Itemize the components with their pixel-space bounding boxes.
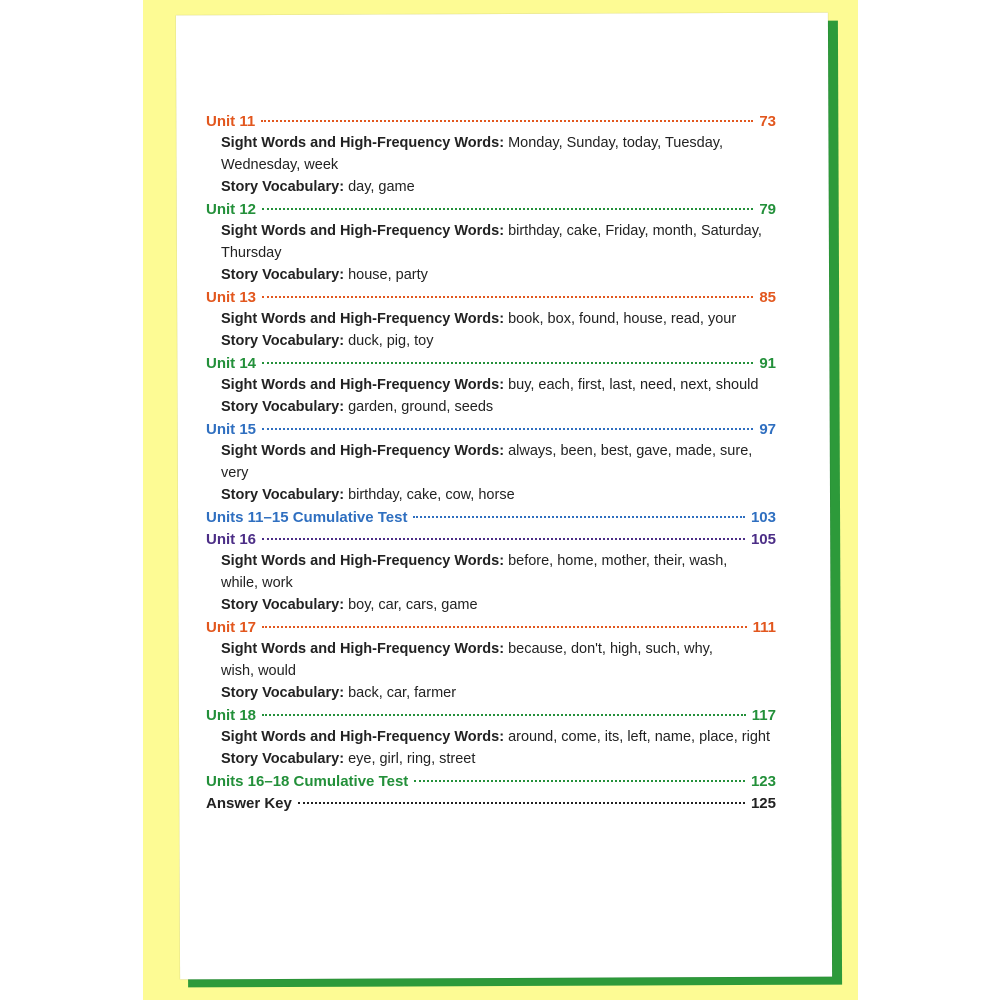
sight-words-label: Sight Words and High-Frequency Words: <box>221 729 505 745</box>
story-vocabulary-text: garden, ground, seeds <box>348 399 494 415</box>
story-vocabulary-label: Story Vocabulary: <box>221 267 345 283</box>
toc-entry-title: Unit 14 <box>206 355 257 372</box>
sight-words-line <box>221 132 776 154</box>
toc-entry-unit-12 <box>206 200 776 220</box>
dot-leader <box>261 120 753 122</box>
sight-words-label: Sight Words and High-Frequency Words: <box>221 553 505 569</box>
toc-entry-page: 111 <box>752 619 776 636</box>
story-vocabulary-line <box>221 484 776 506</box>
toc-entry-page: 105 <box>750 531 776 548</box>
sight-words-line <box>221 638 776 660</box>
sight-words-text: always, been, best, gave, made, sure, very <box>221 443 753 481</box>
toc-entry-page: 123 <box>750 773 776 790</box>
sight-words-line <box>221 220 776 242</box>
story-vocabulary-text: duck, pig, toy <box>348 333 434 349</box>
toc-entry-unit-18 <box>206 706 776 726</box>
story-vocabulary-label: Story Vocabulary: <box>221 597 345 613</box>
story-vocabulary-line <box>221 748 776 770</box>
toc-entry-cumulative-test-11-15 <box>206 508 776 528</box>
toc-entry-page: 97 <box>759 421 776 438</box>
sight-words-label: Sight Words and High-Frequency Words: <box>221 135 505 151</box>
dot-leader <box>262 362 753 364</box>
toc-entry-page: 73 <box>759 113 776 130</box>
table-of-contents <box>206 110 776 814</box>
toc-entry-title: Unit 17 <box>206 619 257 636</box>
story-vocabulary-text: day, game <box>348 179 415 195</box>
sight-words-line <box>221 374 776 396</box>
sight-words-label: Sight Words and High-Frequency Words: <box>221 311 505 327</box>
story-vocabulary-text: house, party <box>348 267 428 283</box>
story-vocabulary-label: Story Vocabulary: <box>221 333 345 349</box>
dot-leader <box>262 714 746 716</box>
sight-words-text: Monday, Sunday, today, Tuesday, <box>508 135 724 151</box>
sight-words-text: buy, each, first, last, need, next, should <box>508 377 759 393</box>
dot-leader <box>262 538 745 540</box>
story-vocabulary-text: boy, car, cars, game <box>348 597 478 613</box>
sight-words-text: because, don't, high, such, why, <box>508 641 713 657</box>
toc-entry-title: Unit 12 <box>206 201 257 218</box>
story-vocabulary-text: birthday, cake, cow, horse <box>348 487 515 503</box>
toc-entry-page: 103 <box>750 509 776 526</box>
toc-entry-title: Units 11–15 Cumulative Test <box>206 509 408 526</box>
story-vocabulary-line <box>221 264 776 286</box>
story-vocabulary-label: Story Vocabulary: <box>221 685 345 701</box>
toc-entry-unit-14 <box>206 354 776 374</box>
dot-leader <box>414 780 745 782</box>
toc-entry-title: Unit 16 <box>206 531 257 548</box>
story-vocabulary-text: eye, girl, ring, street <box>348 751 476 767</box>
sight-words-line <box>221 440 776 484</box>
dot-leader <box>262 428 753 430</box>
dot-leader <box>413 516 745 518</box>
sight-words-continuation: Wednesday, week <box>221 157 339 173</box>
story-vocabulary-label: Story Vocabulary: <box>221 399 345 415</box>
dot-leader <box>298 802 745 804</box>
story-vocabulary-line <box>221 682 776 704</box>
sight-words-line <box>221 726 776 748</box>
sight-words-text: birthday, cake, Friday, month, Saturday, <box>508 223 762 239</box>
toc-entry-unit-13 <box>206 288 776 308</box>
toc-entry-page: 79 <box>759 201 776 218</box>
sight-words-text: around, come, its, left, name, place, right <box>508 729 770 745</box>
dot-leader <box>262 296 753 298</box>
sight-words-text: before, home, mother, their, wash, <box>508 553 728 569</box>
toc-entry-title: Units 16–18 Cumulative Test <box>206 773 409 790</box>
toc-entry-page: 117 <box>751 707 776 724</box>
sight-words-text: book, box, found, house, read, your <box>508 311 737 327</box>
story-vocabulary-line <box>221 176 776 198</box>
sight-words-line <box>221 308 776 330</box>
toc-entry-unit-17 <box>206 618 776 638</box>
toc-entry-page: 85 <box>759 289 776 306</box>
sight-words-continuation: wish, would <box>221 663 296 679</box>
story-vocabulary-text: back, car, farmer <box>348 685 457 701</box>
sight-words-line <box>221 550 776 572</box>
story-vocabulary-label: Story Vocabulary: <box>221 487 345 503</box>
toc-entry-title: Unit 13 <box>206 289 257 306</box>
toc-entry-unit-15 <box>206 420 776 440</box>
toc-entry-title: Answer Key <box>206 795 292 812</box>
toc-entry-page: 125 <box>750 795 776 812</box>
sight-words-label: Sight Words and High-Frequency Words: <box>221 443 505 459</box>
story-vocabulary-line <box>221 594 776 616</box>
toc-entry-page: 91 <box>759 355 776 372</box>
toc-entry-unit-11 <box>206 112 776 132</box>
toc-entry-title: Unit 11 <box>206 113 256 130</box>
story-vocabulary-line <box>221 396 776 418</box>
toc-entry-title: Unit 18 <box>206 707 257 724</box>
dot-leader <box>262 208 753 210</box>
toc-entry-title: Unit 15 <box>206 421 257 438</box>
sight-words-label: Sight Words and High-Frequency Words: <box>221 377 505 393</box>
story-vocabulary-label: Story Vocabulary: <box>221 751 345 767</box>
toc-entry-answer-key <box>206 794 776 814</box>
toc-entry-unit-16 <box>206 530 776 550</box>
sight-words-continuation: while, work <box>221 575 293 591</box>
sight-words-label: Sight Words and High-Frequency Words: <box>221 641 505 657</box>
story-vocabulary-label: Story Vocabulary: <box>221 179 345 195</box>
sight-words-label: Sight Words and High-Frequency Words: <box>221 223 505 239</box>
toc-entry-cumulative-test-16-18 <box>206 772 776 792</box>
dot-leader <box>262 626 747 628</box>
story-vocabulary-line <box>221 330 776 352</box>
sight-words-continuation: Thursday <box>221 245 282 261</box>
